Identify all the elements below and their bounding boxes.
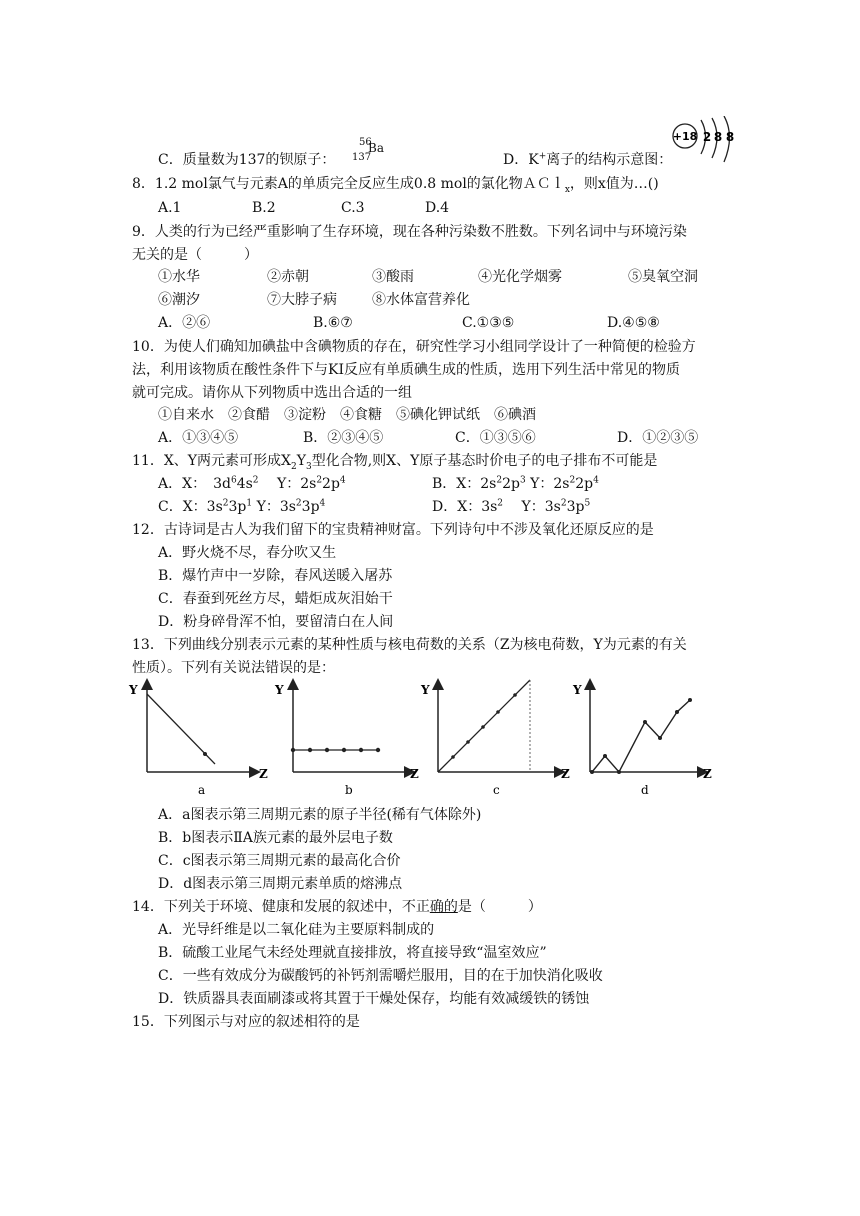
q9-stem-line2: 无关的是（ ） bbox=[132, 247, 258, 263]
q10-stem-line2: 法，利用该物质在酸性条件下与KI反应有单质碘生成的性质，选用下列生活中常见的物质 bbox=[132, 362, 680, 378]
q8-option-a: A.1 bbox=[158, 200, 182, 216]
q10-stem-line3: 就可完成。请你从下列物质中选出合适的一组 bbox=[132, 385, 412, 401]
q11-option-c: C．X：$3s^23p^1$ Y：$3s^23p^4$ bbox=[158, 498, 326, 515]
q11-option-b: B．X：$2s^22p^3$ Y：$2s^22p^4$ bbox=[432, 475, 599, 492]
q7-option-d-tail: 离子的结构示意图： bbox=[546, 152, 673, 168]
q8-option-c: C.3 bbox=[341, 200, 365, 216]
q9-item-8: ⑧水体富营养化 bbox=[372, 292, 470, 308]
q8-stem bbox=[132, 174, 659, 194]
graph-a-x-label: Z bbox=[259, 767, 268, 781]
q14-option-d: D．铁质器具表面刷漆或将其置于干燥处保存，均能有效减缓铁的锈蚀 bbox=[158, 991, 590, 1007]
q10-items: ①自来水 ②食醋 ③淀粉 ④食糖 ⑤碘化钾试纸 ⑥碘酒 bbox=[158, 407, 536, 423]
q12-option-a: A．野火烧不尽，春分吹又生 bbox=[158, 545, 337, 561]
q9-item-3: ③酸雨 bbox=[372, 269, 414, 285]
graph-b-label: b bbox=[345, 783, 353, 797]
q12-option-c: C．春蚕到死丝方尽，蜡炬成灰泪始干 bbox=[158, 591, 393, 607]
q8-stem-b: ，则x值为…() bbox=[569, 176, 659, 192]
graph-b-y-label: Y bbox=[275, 683, 284, 697]
q9-item-1: ①水华 bbox=[158, 269, 200, 285]
q7-option-d-sup: + bbox=[538, 151, 547, 162]
graph-d bbox=[572, 683, 712, 797]
graph-d-label: d bbox=[641, 783, 649, 797]
ion-structure-diagram bbox=[668, 116, 740, 168]
graph-c-y-label: Y bbox=[421, 683, 430, 697]
q11-stem-sub2: 3 bbox=[305, 461, 312, 472]
q8-option-b: B.2 bbox=[252, 200, 276, 216]
q13-option-d: D．d图表示第三周期元素单质的熔沸点 bbox=[158, 876, 403, 892]
q8-option-d: D.4 bbox=[425, 200, 450, 216]
q14-stem-b: 是（ ） bbox=[457, 899, 542, 915]
q10-option-d: D．①②③⑤ bbox=[617, 430, 699, 446]
q11-stem-c: 型化合物,则X、Y原子基态时价电子的电子排布不可能是 bbox=[311, 453, 658, 469]
q14-stem-a: 14．下列关于环境、健康和发展的叙述中，不正 bbox=[132, 899, 430, 915]
q14-option-a: A．光导纤维是以二氧化硅为主要原料制成的 bbox=[158, 922, 435, 938]
q15-stem: 15．下列图示与对应的叙述相符的是 bbox=[132, 1014, 360, 1030]
graph-a bbox=[128, 683, 268, 797]
graph-b-x-label: Z bbox=[410, 767, 419, 781]
q11-option-a: A．X： $3d^64s^2$ Y：$2s^22p^4$ bbox=[158, 475, 346, 492]
ba-atomic-number: 137 bbox=[352, 152, 372, 163]
q13-option-b: B．b图表示ⅡA族元素的最外层电子数 bbox=[158, 830, 393, 846]
q9-option-a: A．②⑥ bbox=[158, 315, 211, 331]
q12-stem: 12．古诗词是古人为我们留下的宝贵精神财富。下列诗句中不涉及氧化还原反应的是 bbox=[132, 522, 654, 538]
q11-stem-b: Y bbox=[296, 453, 306, 469]
q7-option-d bbox=[503, 150, 672, 170]
q14-stem bbox=[132, 897, 542, 917]
nucleus-label: +18 bbox=[672, 130, 698, 143]
q13-stem-line2: 性质）。下列有关说法错误的是： bbox=[132, 660, 335, 676]
q12-option-d: D．粉身碎骨浑不怕，要留清白在人间 bbox=[158, 614, 394, 630]
q9-item-2: ②赤朝 bbox=[267, 269, 309, 285]
q11-stem-a: 11．X、Y两元素可形成X bbox=[132, 453, 291, 469]
graph-d-x-label: Z bbox=[703, 767, 712, 781]
q14-stem-underlined: 确的 bbox=[429, 899, 458, 915]
q9-stem-line1: 9．人类的行为已经严重影响了生存环境，现在各种污染数不胜数。下列名词中与环境污染 bbox=[132, 224, 687, 240]
q11-stem bbox=[132, 451, 657, 471]
shell-electrons-1: 2 bbox=[702, 130, 712, 144]
graph-b bbox=[274, 683, 419, 797]
q7-option-c bbox=[158, 150, 335, 170]
q12-option-b: B．爆竹声中一岁除，春风送暖入屠苏 bbox=[158, 568, 393, 584]
q13-stem-line1: 13．下列曲线分别表示元素的某种性质与核电荷数的关系（Z为核电荷数，Y为元素的有关 bbox=[132, 637, 687, 653]
q9-item-4: ④光化学烟雾 bbox=[478, 269, 562, 285]
graph-c-x-label: Z bbox=[561, 767, 570, 781]
q10-stem-line1: 10．为使人们确知加碘盐中含碘物质的存在，研究性学习小组同学设计了一种简便的检验方 bbox=[132, 339, 696, 355]
q13-option-c: C．c图表示第三周期元素的最高化合价 bbox=[158, 853, 401, 869]
q13-option-a: A．a图表示第三周期元素的原子半径(稀有气体除外) bbox=[158, 807, 482, 823]
q10-option-a: A．①③④⑤ bbox=[158, 430, 239, 446]
q13-graphs bbox=[125, 672, 725, 800]
graph-a-label: a bbox=[198, 783, 206, 797]
shell-electrons-3: 8 bbox=[725, 130, 735, 144]
graph-a-y-label: Y bbox=[129, 683, 138, 697]
graph-c bbox=[420, 680, 570, 797]
q7-option-c-text: C．质量数为137的钡原子： bbox=[158, 152, 336, 168]
graph-d-y-label: Y bbox=[573, 683, 582, 697]
q10-option-b: B．②③④⑤ bbox=[303, 430, 384, 446]
q11-stem-sub1: 2 bbox=[291, 461, 297, 472]
q8-stem-sub: x bbox=[564, 184, 570, 195]
q11-option-d: D．X：$3s^2$ Y：$3s^23p^5$ bbox=[432, 498, 591, 515]
ba-symbol: Ba bbox=[368, 141, 384, 155]
shell-electrons-2: 8 bbox=[713, 130, 723, 144]
ba-mass-number: 56 bbox=[359, 137, 372, 148]
q9-option-b: B.⑥⑦ bbox=[313, 315, 353, 331]
q9-item-7: ⑦大脖子病 bbox=[267, 292, 337, 308]
q14-option-b: B．硫酸工业尾气未经处理就直接排放，将直接导致“温室效应” bbox=[158, 945, 547, 961]
q14-option-c: C．一些有效成分为碳酸钙的补钙剂需嚼烂服用，目的在于加快消化吸收 bbox=[158, 968, 603, 984]
q9-item-5: ⑤臭氧空洞 bbox=[628, 269, 698, 285]
q8-stem-a: 8．1.2 mol氯气与元素A的单质完全反应生成0.8 mol的氯化物ＡＣｌ bbox=[132, 176, 565, 192]
q7-option-d-text: D．K bbox=[503, 152, 539, 168]
q10-option-c: C．①③⑤⑥ bbox=[455, 430, 536, 446]
graph-c-label: c bbox=[493, 783, 500, 797]
q9-item-6: ⑥潮汐 bbox=[158, 292, 200, 308]
q9-option-d: D.④⑤⑧ bbox=[607, 315, 660, 331]
q9-option-c: C.①③⑤ bbox=[462, 315, 515, 331]
